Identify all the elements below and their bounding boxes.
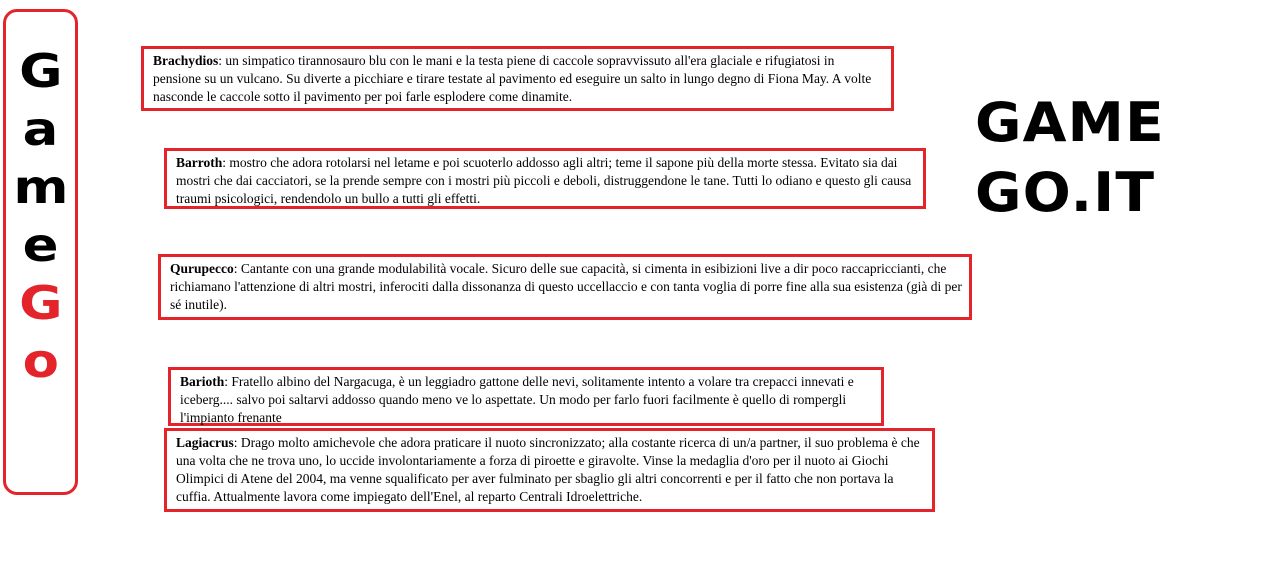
- monster-description: : un simpatico tirannosauro blu con le mani e la testa piene di caccole sopravvissuto all'era glaciale e rifugiatosi in pensione su un vulcano. Su diverte a picchiare e tirare testate al pavimento ed eseguire un salto in lungo degno di Fiona May. A volte nasconde le caccole sotto il pavimento per poi farle esplodere come dinamite.: [153, 53, 872, 104]
- monster-description: : Drago molto amichevole che adora praticare il nuoto sincronizzato; alla costante ricerca di un/a partner, il suo problema è che una volta che ne trova uno, lo uccide involontariamente a forza di piroette e giravolte. Vinse la medaglia d'oro per il nuoto ai Giochi Olimpici di Atene del 2004, ma venne squalificato per aver fulminato per sbaglio gli altri concorrenti e per il fatto che non portava la cuffia. Attualmente lavora come impiegato dell'Enel, al reparto Centrali Idroelettriche.: [176, 435, 920, 504]
- monster-description: : Cantante con una grande modulabilità vocale. Sicuro delle sue capacità, si cimenta in esibizioni live a dir poco raccapriccianti, che richiamano l'attenzione di altri mostri, inferociti dalla dissonanza di questo uccellaccio e con tanta voglia di porre fine alla sua esistenza (già di per sé inutile).: [170, 261, 962, 312]
- logo-letter-o-red: o: [22, 334, 59, 388]
- vertical-gamego-logo: [3, 9, 78, 495]
- gamego-brand-logo: [975, 88, 1165, 228]
- monster-card-qurupecco: [158, 254, 972, 320]
- monster-card-brachydios: [141, 46, 894, 111]
- monster-name: Lagiacrus: [176, 435, 234, 450]
- monster-name: Qurupecco: [170, 261, 234, 276]
- brand-line-go-it: GO.IT: [975, 161, 1156, 224]
- logo-letter-e: e: [22, 218, 59, 272]
- monster-name: Barroth: [176, 155, 223, 170]
- logo-letter-a: a: [22, 102, 59, 156]
- brand-line-game: GAME: [975, 91, 1165, 154]
- monster-card-lagiacrus: [164, 428, 935, 512]
- monster-name: Brachydios: [153, 53, 219, 68]
- monster-name: Barioth: [180, 374, 225, 389]
- logo-letter-m: m: [12, 160, 69, 214]
- monster-card-barroth: [164, 148, 926, 209]
- monster-card-barioth: [168, 367, 884, 426]
- monster-description: : Fratello albino del Nargacuga, è un leggiadro gattone delle nevi, solitamente intento a volare tra crepacci innevati e iceberg.... salvo poi saltarvi addosso quando meno ve lo aspettate. Un modo per farlo fuori facilmente è quello di rompergli l'impianto frenante: [180, 374, 854, 425]
- logo-letter-g-red: G: [18, 276, 63, 330]
- logo-letter-g: G: [18, 44, 63, 98]
- monster-description: : mostro che adora rotolarsi nel letame e poi scuoterlo addosso agli altri; teme il sapone più della morte stessa. Evitato sia dai mostri che dai cacciatori, se la prende sempre con i mostri più piccoli e deboli, distruggendone le tane. Tutti lo odiano e questo gli causa traumi psicologici, rendendolo un bullo a tutti gli effetti.: [176, 155, 912, 206]
